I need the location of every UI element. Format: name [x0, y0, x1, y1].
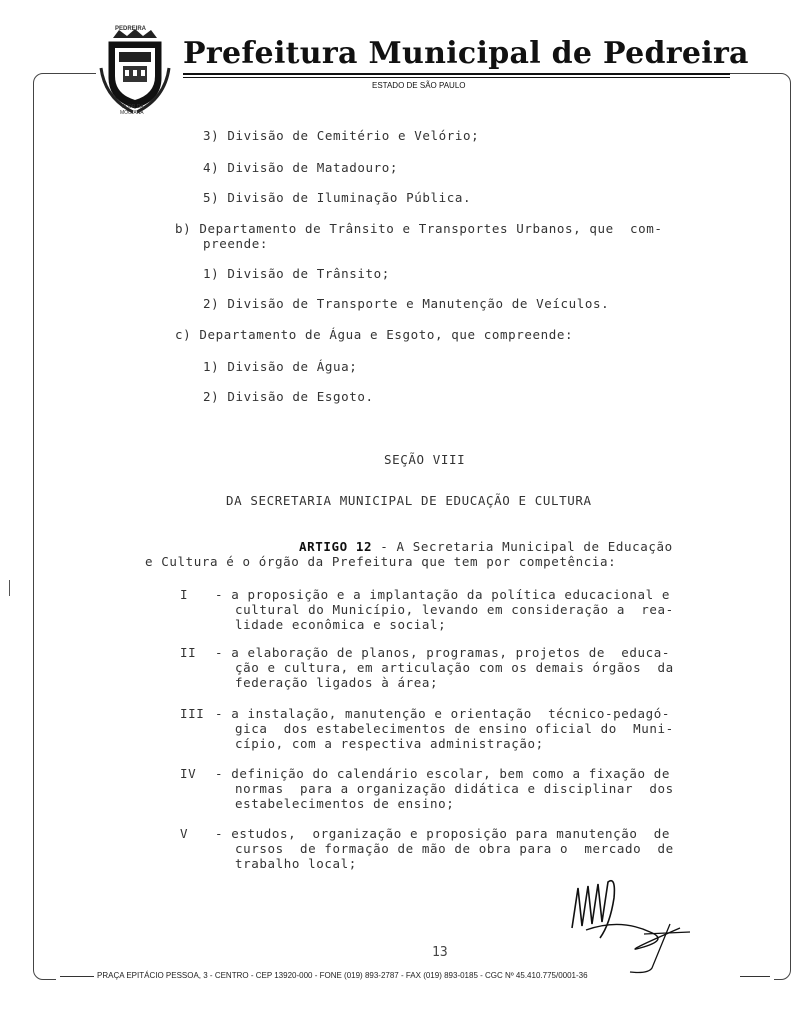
footer-rule: [60, 976, 94, 977]
item-line: gica dos estabelecimentos de ensino oficial do Muni-: [235, 721, 674, 736]
item-number: II: [180, 645, 197, 660]
section-title: SEÇÃO VIII: [384, 452, 466, 467]
list-item: 3) Divisão de Cemitério e Velório;: [203, 128, 480, 143]
crest-bottom-text: FLOR DA: [122, 104, 144, 110]
item-line: normas para a organização didática e disciplinar dos: [235, 781, 674, 796]
list-item: 4) Divisão de Matadouro;: [203, 160, 399, 175]
item-line: ção e cultura, em articulação com os demais órgãos da: [235, 660, 674, 675]
article-text: - A Secretaria Municipal de Educação: [372, 539, 673, 554]
list-item: 5) Divisão de Iluminação Pública.: [203, 190, 472, 205]
page-number: 13: [432, 945, 448, 960]
item-line: - a instalação, manutenção e orientação técnico-pedagó-: [215, 706, 671, 721]
header-rule: [183, 77, 730, 78]
article-intro: [299, 539, 673, 554]
item-line: trabalho local;: [235, 856, 357, 871]
item-number: V: [180, 826, 189, 841]
footer-address: PRAÇA EPITÁCIO PESSOA, 3 - CENTRO - CEP 13920-000 - FONE (019) 893-2787 - FAX (019) 893-0185 - CGC Nº 45.410.775/0001-36: [97, 971, 588, 980]
crest-bottom-text: MOGIANA: [120, 110, 144, 116]
item-line: federação ligados à área;: [235, 675, 439, 690]
item-number: IV: [180, 766, 197, 781]
item-text: [215, 766, 674, 811]
letterhead-title: Prefeitura Municipal de Pedreira: [183, 36, 749, 71]
item-number: I: [180, 587, 189, 602]
letterhead-subtitle: ESTADO DE SÃO PAULO: [372, 81, 466, 90]
item-line: cípio, com a respectiva administração;: [235, 736, 544, 751]
margin-mark: [9, 580, 10, 596]
header-rule: [183, 73, 730, 75]
section-subtitle: DA SECRETARIA MUNICIPAL DE EDUCAÇÃO E CULTURA: [226, 493, 592, 508]
item-text: [215, 826, 674, 871]
department-heading-cont: preende:: [203, 236, 269, 251]
crest-top-text: PEDREIRA: [115, 26, 147, 32]
list-item: 1) Divisão de Trânsito;: [203, 266, 390, 281]
municipal-crest-icon: [99, 28, 171, 114]
item-line: - a proposição e a implantação da política educacional e: [215, 587, 671, 602]
item-text: [215, 587, 674, 632]
item-text: [215, 645, 674, 690]
footer-rule: [740, 976, 770, 977]
item-line: - estudos, organização e proposição para manutenção de: [215, 826, 671, 841]
article-label: ARTIGO 12: [299, 539, 373, 554]
item-line: lidade econômica e social;: [235, 617, 447, 632]
item-number: III: [180, 706, 205, 721]
list-item: 2) Divisão de Esgoto.: [203, 389, 374, 404]
department-heading: b) Departamento de Trânsito e Transportes Urbanos, que com-: [175, 221, 663, 236]
item-line: cultural do Município, levando em consideração a rea-: [235, 602, 674, 617]
article-text: e Cultura é o órgão da Prefeitura que tem por competência:: [145, 554, 617, 569]
item-line: estabelecimentos de ensino;: [235, 796, 455, 811]
department-heading: c) Departamento de Água e Esgoto, que compreende:: [175, 327, 574, 342]
list-item: 1) Divisão de Água;: [203, 359, 358, 374]
list-item: 2) Divisão de Transporte e Manutenção de Veículos.: [203, 296, 610, 311]
item-text: [215, 706, 674, 751]
item-line: - definição do calendário escolar, bem como a fixação de: [215, 766, 671, 781]
handwritten-signature: [560, 868, 710, 978]
item-line: cursos de formação de mão de obra para o mercado de: [235, 841, 674, 856]
item-line: - a elaboração de planos, programas, projetos de educa-: [215, 645, 671, 660]
